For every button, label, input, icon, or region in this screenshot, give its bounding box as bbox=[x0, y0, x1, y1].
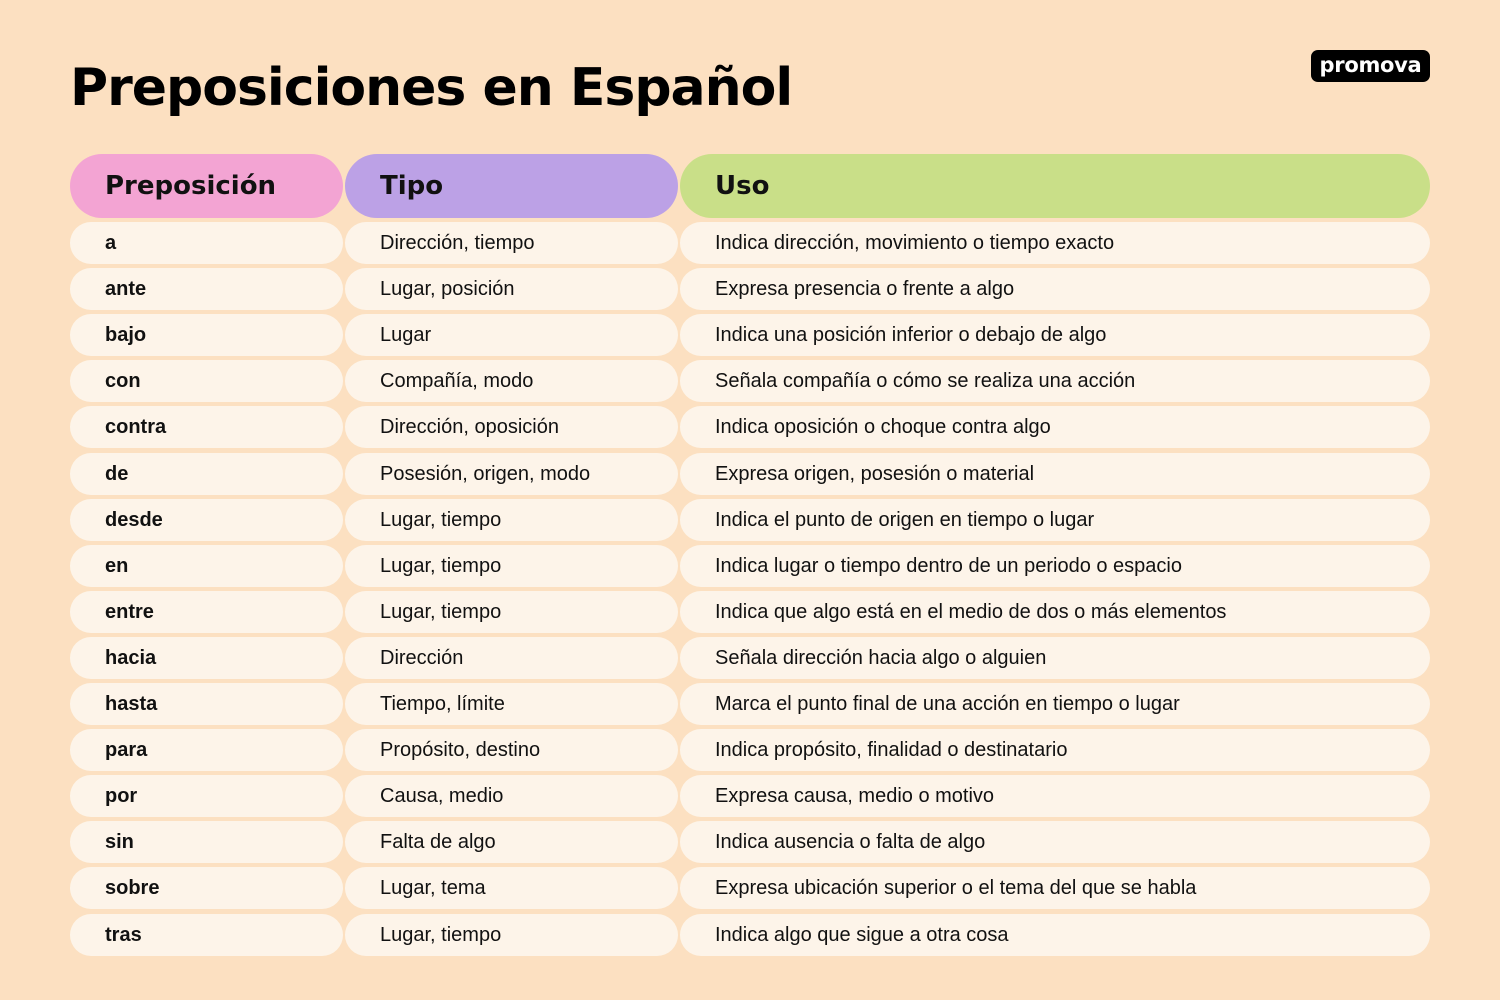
cell-uso: Indica una posición inferior o debajo de algo bbox=[680, 314, 1430, 356]
cell-uso: Indica que algo está en el medio de dos o más elementos bbox=[680, 591, 1430, 633]
cell-preposicion: de bbox=[70, 453, 343, 495]
table-row bbox=[70, 821, 1430, 863]
cell-tipo: Causa, medio bbox=[345, 775, 678, 817]
cell-tipo: Propósito, destino bbox=[345, 729, 678, 771]
promova-logo: promova bbox=[1311, 50, 1430, 82]
cell-uso: Marca el punto final de una acción en tiempo o lugar bbox=[680, 683, 1430, 725]
prepositions-table bbox=[70, 154, 1430, 956]
cell-tipo: Dirección, tiempo bbox=[345, 222, 678, 264]
cell-preposicion: a bbox=[70, 222, 343, 264]
table-row bbox=[70, 775, 1430, 817]
cell-preposicion: tras bbox=[70, 914, 343, 956]
table-row bbox=[70, 222, 1430, 264]
cell-preposicion: sobre bbox=[70, 867, 343, 909]
table-row bbox=[70, 360, 1430, 402]
table-row bbox=[70, 867, 1430, 909]
header-uso: Uso bbox=[680, 154, 1430, 218]
table-row bbox=[70, 545, 1430, 587]
cell-preposicion: bajo bbox=[70, 314, 343, 356]
header-preposicion: Preposición bbox=[70, 154, 343, 218]
cell-tipo: Lugar bbox=[345, 314, 678, 356]
cell-uso: Indica ausencia o falta de algo bbox=[680, 821, 1430, 863]
cell-tipo: Lugar, tiempo bbox=[345, 499, 678, 541]
cell-uso: Indica el punto de origen en tiempo o lugar bbox=[680, 499, 1430, 541]
cell-uso: Expresa presencia o frente a algo bbox=[680, 268, 1430, 310]
cell-tipo: Lugar, tiempo bbox=[345, 545, 678, 587]
cell-preposicion: desde bbox=[70, 499, 343, 541]
cell-preposicion: hacia bbox=[70, 637, 343, 679]
header-tipo: Tipo bbox=[345, 154, 678, 218]
table-row bbox=[70, 591, 1430, 633]
cell-uso: Indica lugar o tiempo dentro de un periodo o espacio bbox=[680, 545, 1430, 587]
table-row bbox=[70, 499, 1430, 541]
cell-preposicion: entre bbox=[70, 591, 343, 633]
cell-uso: Expresa causa, medio o motivo bbox=[680, 775, 1430, 817]
cell-tipo: Dirección, oposición bbox=[345, 406, 678, 448]
cell-uso: Indica oposición o choque contra algo bbox=[680, 406, 1430, 448]
table-row bbox=[70, 268, 1430, 310]
cell-uso: Indica propósito, finalidad o destinatario bbox=[680, 729, 1430, 771]
cell-tipo: Falta de algo bbox=[345, 821, 678, 863]
cell-uso: Expresa ubicación superior o el tema del que se habla bbox=[680, 867, 1430, 909]
cell-uso: Expresa origen, posesión o material bbox=[680, 453, 1430, 495]
table-body bbox=[70, 222, 1430, 955]
cell-uso: Señala dirección hacia algo o alguien bbox=[680, 637, 1430, 679]
cell-preposicion: contra bbox=[70, 406, 343, 448]
cell-tipo: Dirección bbox=[345, 637, 678, 679]
page-title: Preposiciones en Español bbox=[70, 58, 793, 118]
table-row bbox=[70, 406, 1430, 448]
table-row bbox=[70, 729, 1430, 771]
cell-tipo: Tiempo, límite bbox=[345, 683, 678, 725]
cell-tipo: Lugar, tiempo bbox=[345, 591, 678, 633]
table-header bbox=[70, 154, 1430, 218]
table-row bbox=[70, 914, 1430, 956]
cell-uso: Indica dirección, movimiento o tiempo exacto bbox=[680, 222, 1430, 264]
cell-preposicion: en bbox=[70, 545, 343, 587]
table-row bbox=[70, 453, 1430, 495]
cell-tipo: Compañía, modo bbox=[345, 360, 678, 402]
table-row bbox=[70, 637, 1430, 679]
cell-preposicion: hasta bbox=[70, 683, 343, 725]
cell-uso: Indica algo que sigue a otra cosa bbox=[680, 914, 1430, 956]
cell-preposicion: ante bbox=[70, 268, 343, 310]
cell-tipo: Posesión, origen, modo bbox=[345, 453, 678, 495]
table-row bbox=[70, 683, 1430, 725]
cell-tipo: Lugar, tiempo bbox=[345, 914, 678, 956]
cell-preposicion: para bbox=[70, 729, 343, 771]
cell-tipo: Lugar, tema bbox=[345, 867, 678, 909]
table-row bbox=[70, 314, 1430, 356]
cell-uso: Señala compañía o cómo se realiza una acción bbox=[680, 360, 1430, 402]
cell-preposicion: con bbox=[70, 360, 343, 402]
cell-preposicion: por bbox=[70, 775, 343, 817]
cell-preposicion: sin bbox=[70, 821, 343, 863]
cell-tipo: Lugar, posición bbox=[345, 268, 678, 310]
